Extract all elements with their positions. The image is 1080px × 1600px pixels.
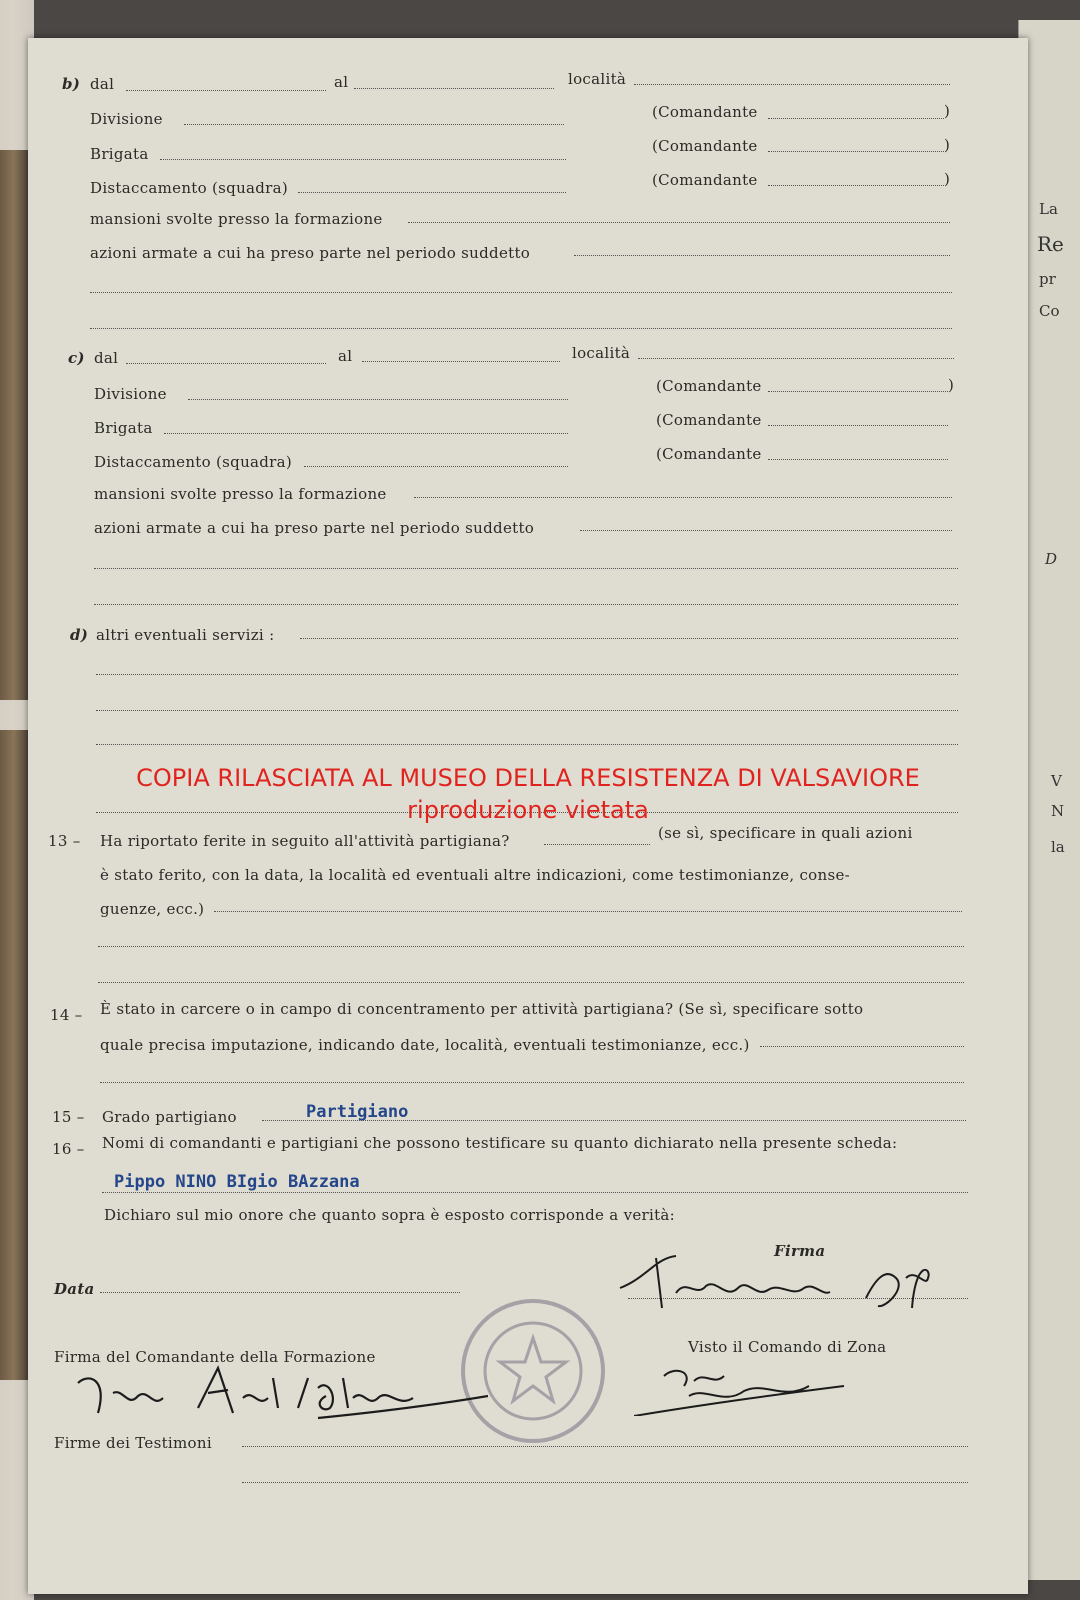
adjacent-text: D [1045,550,1058,568]
brigata-label: Brigata [90,145,149,163]
q13-field-line[interactable] [98,946,964,947]
form-page [28,38,1028,1594]
q13-field[interactable] [214,911,962,912]
comandante-label: (Comandante [652,103,758,121]
al-field[interactable] [362,361,560,362]
azioni-field-line[interactable] [90,292,952,293]
mansioni-field[interactable] [408,222,950,223]
al-label: al [334,73,349,91]
adjacent-text: pr [1039,270,1056,288]
watermark-line1: COPIA RILASCIATA AL MUSEO DELLA RESISTENZA DI VALSAVIORE [136,764,920,792]
distaccamento-field[interactable] [304,466,568,467]
q14-text: È stato in carcere o in campo di concentramento per attività partigiana? (Se sì, specificare sotto [100,1000,864,1018]
comandante-field[interactable] [768,151,944,152]
firme-testimoni-label: Firme dei Testimoni [54,1434,212,1452]
altri-servizi-line[interactable] [96,744,958,745]
firma-label: Firma [774,1242,826,1260]
comandante-label: (Comandante [656,377,762,395]
close-paren: ) [944,102,951,120]
mansioni-field[interactable] [414,497,952,498]
q15-number: 15 – [52,1108,85,1126]
divisione-field[interactable] [188,399,568,400]
brigata-field[interactable] [160,159,566,160]
firme-testimoni-line[interactable] [242,1482,968,1483]
al-field[interactable] [354,88,554,89]
adjacent-text: Co [1039,302,1060,320]
adjacent-text: V [1051,772,1062,790]
divisione-field[interactable] [184,124,564,125]
dal-field[interactable] [126,90,326,91]
comandante-field[interactable] [768,391,948,392]
azioni-label: azioni armate a cui ha preso parte nel periodo suddetto [94,519,535,537]
section-d-letter: d) [70,626,89,644]
comandante-label: (Comandante [656,445,762,463]
adjacent-text: N [1051,802,1065,820]
localita-field[interactable] [638,358,954,359]
close-paren: ) [948,376,955,394]
dal-field[interactable] [126,363,326,364]
q13-text: Ha riportato ferite in seguito all'attività partigiana? [100,832,510,850]
mansioni-label: mansioni svolte presso la formazione [90,210,383,228]
q16-value: Pippo NINO BIgio BAzzana [114,1172,360,1192]
comandante-label: (Comandante [652,137,758,155]
comandante-field[interactable] [768,425,948,426]
zone-command-signature [634,1346,854,1416]
adjacent-text: Re [1037,232,1064,256]
divisione-label: Divisione [94,385,167,403]
signature-handwriting [616,1248,976,1318]
data-label: Data [54,1280,95,1298]
q13-text: guenze, ecc.) [100,900,205,918]
adjacent-text: la [1051,838,1065,856]
watermark-line2: riproduzione vietata [407,796,649,824]
q16-label: Nomi di comandanti e partigiani che possono testificare su quanto dichiarato nella presente scheda: [102,1134,898,1152]
brigata-field[interactable] [164,433,568,434]
data-field[interactable] [100,1292,460,1293]
q15-value: Partigiano [306,1102,409,1122]
comandante-field[interactable] [768,185,944,186]
localita-label: località [572,344,631,362]
distaccamento-label: Distaccamento (squadra) [90,179,289,197]
comandante-field[interactable] [768,118,944,119]
comandante-label: (Comandante [652,171,758,189]
commander-signature [68,1358,488,1428]
q16-number: 16 – [52,1140,85,1158]
close-paren: ) [944,136,951,154]
visto-label: Visto il Comando di Zona [688,1338,887,1356]
dal-label: dal [90,75,115,93]
firme-testimoni-field[interactable] [242,1446,968,1447]
declaration-text: Dichiaro sul mio onore che quanto sopra è esposto corrisponde a verità: [104,1206,676,1224]
azioni-field-line[interactable] [90,328,952,329]
al-label: al [338,347,353,365]
q13-number: 13 – [48,832,81,850]
q14-text: quale precisa imputazione, indicando date, località, eventuali testimonianze, ecc.) [100,1036,750,1054]
q13-answer-field[interactable] [544,844,650,845]
q14-field-line[interactable] [100,1082,964,1083]
azioni-label: azioni armate a cui ha preso parte nel periodo suddetto [90,244,531,262]
localita-field[interactable] [634,84,950,85]
q13-text: è stato ferito, con la data, la località ed eventuali altre indicazioni, come testimonianze, conse- [100,866,850,884]
azioni-field-line[interactable] [94,568,958,569]
azioni-field[interactable] [580,530,952,531]
firma-comandante-label: Firma del Comandante della Formazione [54,1348,376,1366]
divisione-label: Divisione [90,110,163,128]
close-paren: ) [944,170,951,188]
q16-field[interactable] [102,1192,968,1193]
azioni-field[interactable] [574,255,950,256]
q14-field[interactable] [760,1046,964,1047]
adjacent-text: La [1039,200,1058,218]
localita-label: località [568,70,627,88]
distaccamento-field[interactable] [298,192,566,193]
brigata-label: Brigata [94,419,153,437]
section-c-letter: c) [68,349,85,367]
section-b-letter: b) [62,75,81,93]
altri-servizi-field[interactable] [300,638,958,639]
altri-servizi-label: altri eventuali servizi : [96,626,275,644]
comandante-field[interactable] [768,459,948,460]
q15-label: Grado partigiano [102,1108,237,1126]
q13-text: (se sì, specificare in quali azioni [658,824,913,842]
azioni-field-line[interactable] [94,604,958,605]
distaccamento-label: Distaccamento (squadra) [94,453,293,471]
mansioni-label: mansioni svolte presso la formazione [94,485,387,503]
dal-label: dal [94,349,119,367]
altri-servizi-line[interactable] [96,674,958,675]
q14-number: 14 – [50,1006,83,1024]
comandante-label: (Comandante [656,411,762,429]
altri-servizi-line[interactable] [96,710,958,711]
q13-field-line[interactable] [98,982,964,983]
